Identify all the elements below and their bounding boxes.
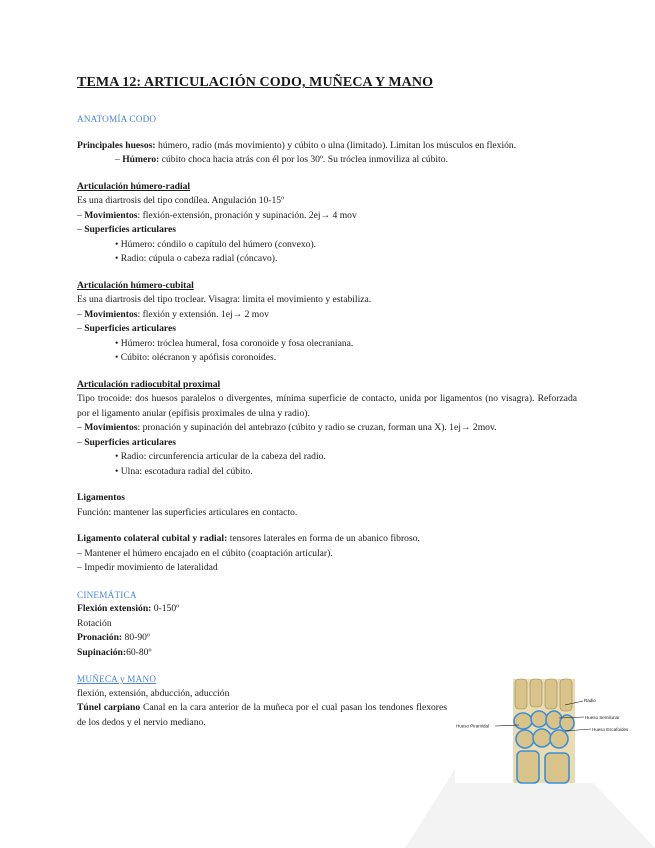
heading-humero-radial: Articulación húmero-radial [77, 180, 191, 192]
section-heading-anatomia: ANATOMÍA CODO [77, 114, 157, 124]
tunel-text: Canal en la cara anterior de la muñeca por el cual pasan los tendones flexores de los dedos y el nervio mediano. [77, 702, 447, 728]
sup-label: Superficies articulares [84, 224, 176, 235]
rotacion-line: Rotación [77, 617, 112, 629]
muneca-movs: flexión, extensión, abducción, aducción [77, 687, 230, 699]
ligamentos-label: Ligamentos [77, 492, 125, 503]
flexion-value: 0-150º [151, 603, 180, 614]
page-title: TEMA 12: ARTICULACIÓN CODO, MUÑECA Y MANO [77, 75, 434, 90]
list-item: • Radio: circunferencia articular de la cabeza del radio. [115, 451, 326, 462]
humero-line [77, 153, 577, 168]
section-heading-muneca: MUÑECA y MANO [77, 674, 157, 684]
label-hueso-escafoides: Hueso Escafoides [592, 727, 629, 732]
document-body [77, 74, 577, 730]
radiocubital-sup [77, 436, 577, 451]
list-item: • Cúbito: olécranon y apófisis coronoides. [115, 352, 277, 363]
huesos-text: húmero, radio (más movimiento) y cúbito o ulna (limitado). Limitan los músculos en flexión. [155, 139, 517, 151]
supinacion-value: 60-80º [126, 646, 152, 658]
dash: – [77, 323, 85, 334]
supinacion-line [77, 646, 577, 661]
label-radio: Radio [584, 698, 596, 703]
dash: – [77, 422, 85, 433]
ligamentos-desc: Función: mantener las superficies articulares en contacto. [77, 506, 298, 518]
heading-humero-cubital: Articulación húmero-cubital [77, 279, 194, 291]
radiocubital-desc: Tipo trocoide: dos huesos paralelos o divergentes, mínima superficie de contacto, unida por ligamentos (no visagra). Reforzada por el ligamento anular (epífisis proximales de ulna y radio). [77, 393, 577, 419]
list-item: – Mantener el húmero encajado en el cúbito (coaptación articular). [77, 547, 333, 559]
colateral-label: Ligamento colateral cubital y radial: [77, 533, 228, 544]
pronacion-line [77, 631, 577, 646]
sup-label: Superficies articulares [84, 436, 176, 448]
humero-cubital-sup [77, 322, 577, 337]
list-item: – Impedir movimiento de lateralidad [77, 562, 218, 573]
tunel-carpiano-paragraph [77, 701, 447, 730]
mov-text: : flexión-extensión, pronación y supinación. 2ej→ 4 mov [137, 209, 357, 221]
dash: – [77, 209, 85, 221]
humero-text: cúbito choca hacia atrás con él por los 30º. Su tróclea inmoviliza al cúbito. [159, 154, 448, 165]
dash: – [77, 224, 85, 235]
dash: – [77, 436, 85, 448]
list-item: • Radio: cúpula o cabeza radial (cóncavo). [115, 253, 278, 264]
flexion-line [77, 602, 577, 617]
heading-radiocubital: Articulación radiocubital proximal [77, 378, 221, 390]
humero-radial-desc: Es una diartrosis del tipo condílea. Angulación 10-15º [77, 195, 285, 206]
radiocubital-mov [77, 421, 577, 436]
flexion-label: Flexión extensión: [77, 603, 152, 614]
humero-radial-mov [77, 209, 577, 224]
dash: – [77, 308, 85, 320]
tunel-label: Túnel carpiano [77, 702, 141, 713]
mov-label: Movimientos [84, 422, 138, 433]
pronacion-label: Pronación: [77, 632, 123, 643]
section-heading-cinematica: CINEMÁTICA [77, 589, 137, 600]
pronacion-value: 80-90º [122, 632, 150, 643]
wrist-anatomy-figure [455, 679, 629, 783]
humero-cubital-mov [77, 308, 577, 323]
huesos-paragraph [77, 139, 577, 154]
list-item: • Húmero: cóndilo o capítulo del húmero (convexo). [115, 238, 317, 250]
humero-radial-sup [77, 223, 577, 238]
mov-text: : pronación y supinación del antebrazo (cúbito y radio se cruzan, forman una X). 1ej→ 2mov. [137, 422, 497, 433]
dash: – [115, 154, 123, 165]
huesos-label: Principales huesos: [77, 139, 156, 151]
mov-text: : flexión y extensión. 1ej→ 2 mov [137, 308, 269, 320]
mov-label: Movimientos [84, 308, 138, 320]
label-hueso-semilunar: Hueso Semilunar [585, 715, 620, 720]
mov-label: Movimientos [84, 209, 138, 221]
humero-cubital-desc: Es una diartrosis del tipo troclear. Visagra: limita el movimiento y estabiliza. [77, 294, 372, 305]
colateral-paragraph [77, 532, 577, 547]
supinacion-label: Supinación: [77, 646, 127, 658]
humero-label: Húmero: [122, 154, 160, 165]
colateral-text: tensores laterales en forma de un abanico fibroso. [227, 533, 420, 544]
label-hueso-piramidal: Hueso Piramidal [456, 723, 490, 729]
list-item: • Ulna: escotadura radial del cúbito. [115, 465, 253, 477]
sup-label: Superficies articulares [84, 323, 176, 334]
list-item: • Húmero: tróclea humeral, fosa coronoide y fosa olecraniana. [115, 337, 354, 349]
heading-ligamentos [77, 491, 577, 506]
